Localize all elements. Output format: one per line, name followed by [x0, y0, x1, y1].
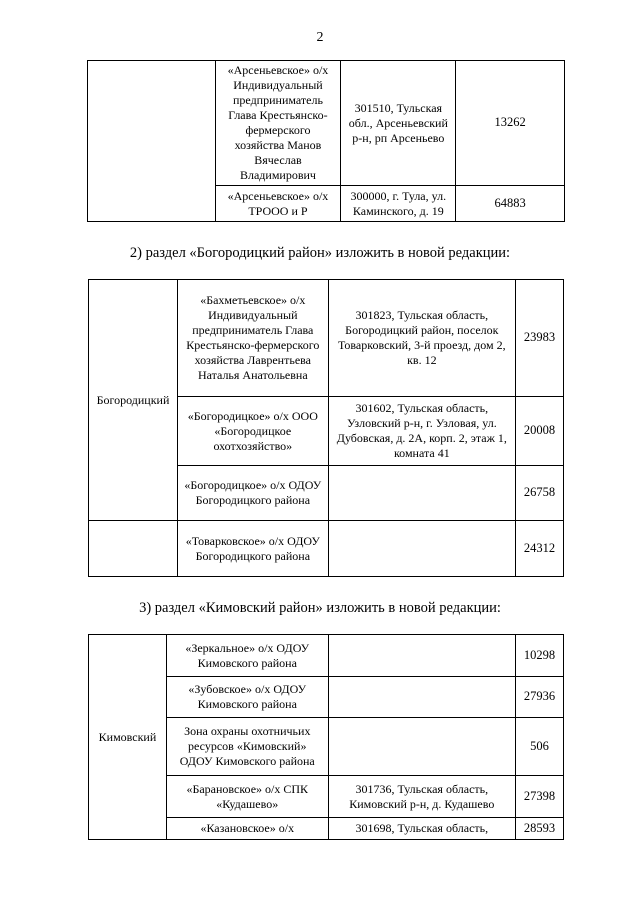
district-cell: Кимовский — [89, 635, 167, 840]
hunting-ground-name: «Бахметьевское» о/х Индивидуальный предприниматель Глава Крестьянско-фермерского хозяйства Лаврентьева Наталья Анатольевна — [177, 280, 328, 397]
hunting-ground-name: «Товарковское» о/х ОДОУ Богородицкого района — [177, 521, 328, 577]
district-cell: Богородицкий — [89, 280, 178, 521]
address-cell: 301698, Тульская область, — [328, 818, 515, 840]
hunting-ground-name: «Арсеньевское» о/х ТРООО и Р — [215, 186, 341, 222]
district-cell — [89, 521, 178, 577]
area-cell: 26758 — [516, 466, 564, 521]
section-heading-kimovsky: 3) раздел «Кимовский район» изложить в новой редакции: — [139, 600, 501, 616]
hunting-ground-name: Зона охраны охотничьих ресурсов «Кимовский» ОДОУ Кимовского района — [166, 718, 328, 776]
section-heading-bogoroditsky: 2) раздел «Богородицкий район» изложить в новой редакции: — [129, 245, 511, 261]
hunting-ground-name: «Барановское» о/х СПК «Кудашево» — [166, 776, 328, 818]
table-row — [89, 521, 564, 577]
address-cell — [328, 718, 515, 776]
hunting-ground-name: «Зубовское» о/х ОДОУ Кимовского района — [166, 677, 328, 718]
hunting-ground-name: «Арсеньевское» о/х Индивидуальный предприниматель Глава Крестьянско-фермерского хозяйства Манов Вячеслав Владимирович — [215, 61, 341, 186]
area-cell: 23983 — [516, 280, 564, 397]
hunting-ground-name: «Богородицкое» о/х ООО «Богородицкое охотхозяйство» — [177, 397, 328, 466]
address-cell — [328, 635, 515, 677]
address-cell: 301510, Тульская обл., Арсеньевский р-н, рп Арсеньево — [341, 61, 456, 186]
table-row — [89, 635, 564, 677]
table-row — [88, 61, 565, 186]
area-cell: 28593 — [516, 818, 564, 840]
address-cell: 301736, Тульская область, Кимовский р-н, д. Кудашево — [328, 776, 515, 818]
address-cell: 301602, Тульская область, Узловский р-н, г. Узловая, ул. Дубовская, д. 2А, корп. 2, этаж 1, комната 41 — [328, 397, 515, 466]
area-cell: 13262 — [456, 61, 565, 186]
area-cell: 506 — [516, 718, 564, 776]
hunting-ground-name: «Казановское» о/х — [166, 818, 328, 840]
address-cell: 300000, г. Тула, ул. Каминского, д. 19 — [341, 186, 456, 222]
table-kimovsky — [88, 634, 564, 840]
area-cell: 20008 — [516, 397, 564, 466]
page-number: 2 — [316, 30, 324, 45]
table-bogoroditsky — [88, 279, 564, 577]
hunting-ground-name: «Зеркальное» о/х ОДОУ Кимовского района — [166, 635, 328, 677]
area-cell: 64883 — [456, 186, 565, 222]
hunting-ground-name: «Богородицкое» о/х ОДОУ Богородицкого района — [177, 466, 328, 521]
area-cell: 27936 — [516, 677, 564, 718]
address-cell — [328, 677, 515, 718]
address-cell — [328, 521, 515, 577]
district-cell — [88, 61, 216, 222]
table-row — [89, 280, 564, 397]
area-cell: 10298 — [516, 635, 564, 677]
area-cell: 24312 — [516, 521, 564, 577]
address-cell — [328, 466, 515, 521]
table-arsenyevsky — [87, 60, 565, 222]
address-cell: 301823, Тульская область, Богородицкий район, поселок Товарковский, 3-й проезд, дом 2, кв. 12 — [328, 280, 515, 397]
area-cell: 27398 — [516, 776, 564, 818]
